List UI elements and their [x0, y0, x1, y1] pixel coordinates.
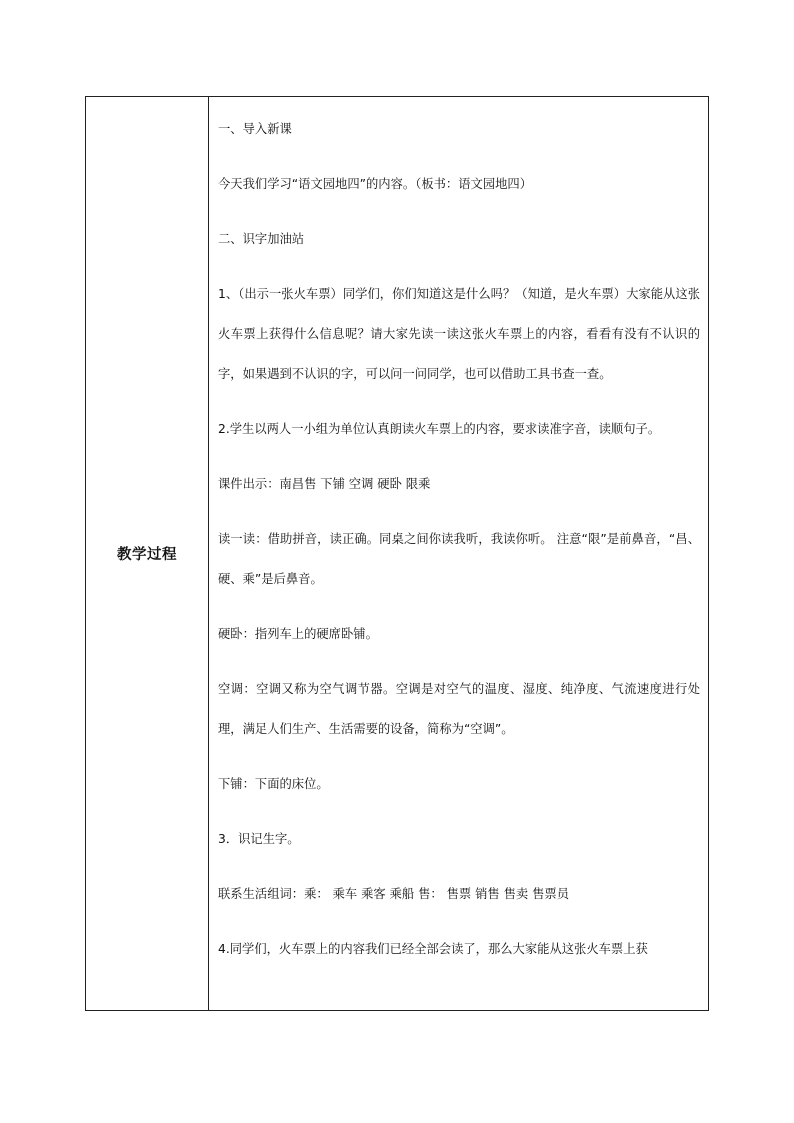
section-label: 教学过程: [117, 547, 177, 563]
paragraph-hard-sleeper: 硬卧：指列车上的硬席卧铺。: [218, 627, 378, 641]
section-label-cell: [86, 97, 209, 1011]
paragraph-courseware-words: 课件出示：南昌售 下铺 空调 硬卧 限乘: [218, 477, 431, 491]
paragraph-today-lesson: 今天我们学习“语文园地四”的内容。（板书：语文园地四）: [218, 177, 533, 191]
paragraph-ticket-question: 4.同学们，火车票上的内容我们已经全部会读了，那么大家能从这张火车票上获: [218, 942, 648, 956]
paragraph-air-conditioner: 空调：空调又称为空气调节器。空调是对空气的温度、湿度、纯净度、气流速度进行处理，满足人们生产、生活需要的设备，简称为“空调”。: [218, 682, 700, 736]
content-cell: [209, 97, 709, 1011]
paragraph-read-aloud: 读一读：借助拼音，读正确。同桌之间你读我听，我读你听。 注意“限”是前鼻音，“昌、硬、乘”是后鼻音。: [218, 532, 700, 586]
lesson-plan-table: [85, 96, 709, 1011]
paragraph-train-ticket: 1、（出示一张火车票）同学们，你们知道这是什么吗？（知道，是火车票）大家能从这张火车票上获得什么信息呢？请大家先读一读这张火车票上的内容，看看有没有不认识的字，如果遇到不认识的字，可以问一问同学，也可以借助工具书查一查。: [218, 287, 700, 381]
heading-literacy-station: 二、识字加油站: [218, 232, 305, 246]
heading-intro: 一、导入新课: [218, 122, 292, 136]
paragraph-word-groups: 联系生活组词：乘： 乘车 乘客 乘船 售： 售票 销售 售卖 售票员: [218, 887, 569, 901]
paragraph-lower-berth: 下铺：下面的床位。: [218, 777, 329, 791]
paragraph-pair-reading: 2.学生以两人一小组为单位认真朗读火车票上的内容，要求读准字音，读顺句子。: [218, 422, 661, 436]
heading-learn-characters: 3．识记生字。: [218, 832, 300, 846]
content-body: [209, 97, 708, 969]
table-row: [86, 97, 709, 1011]
